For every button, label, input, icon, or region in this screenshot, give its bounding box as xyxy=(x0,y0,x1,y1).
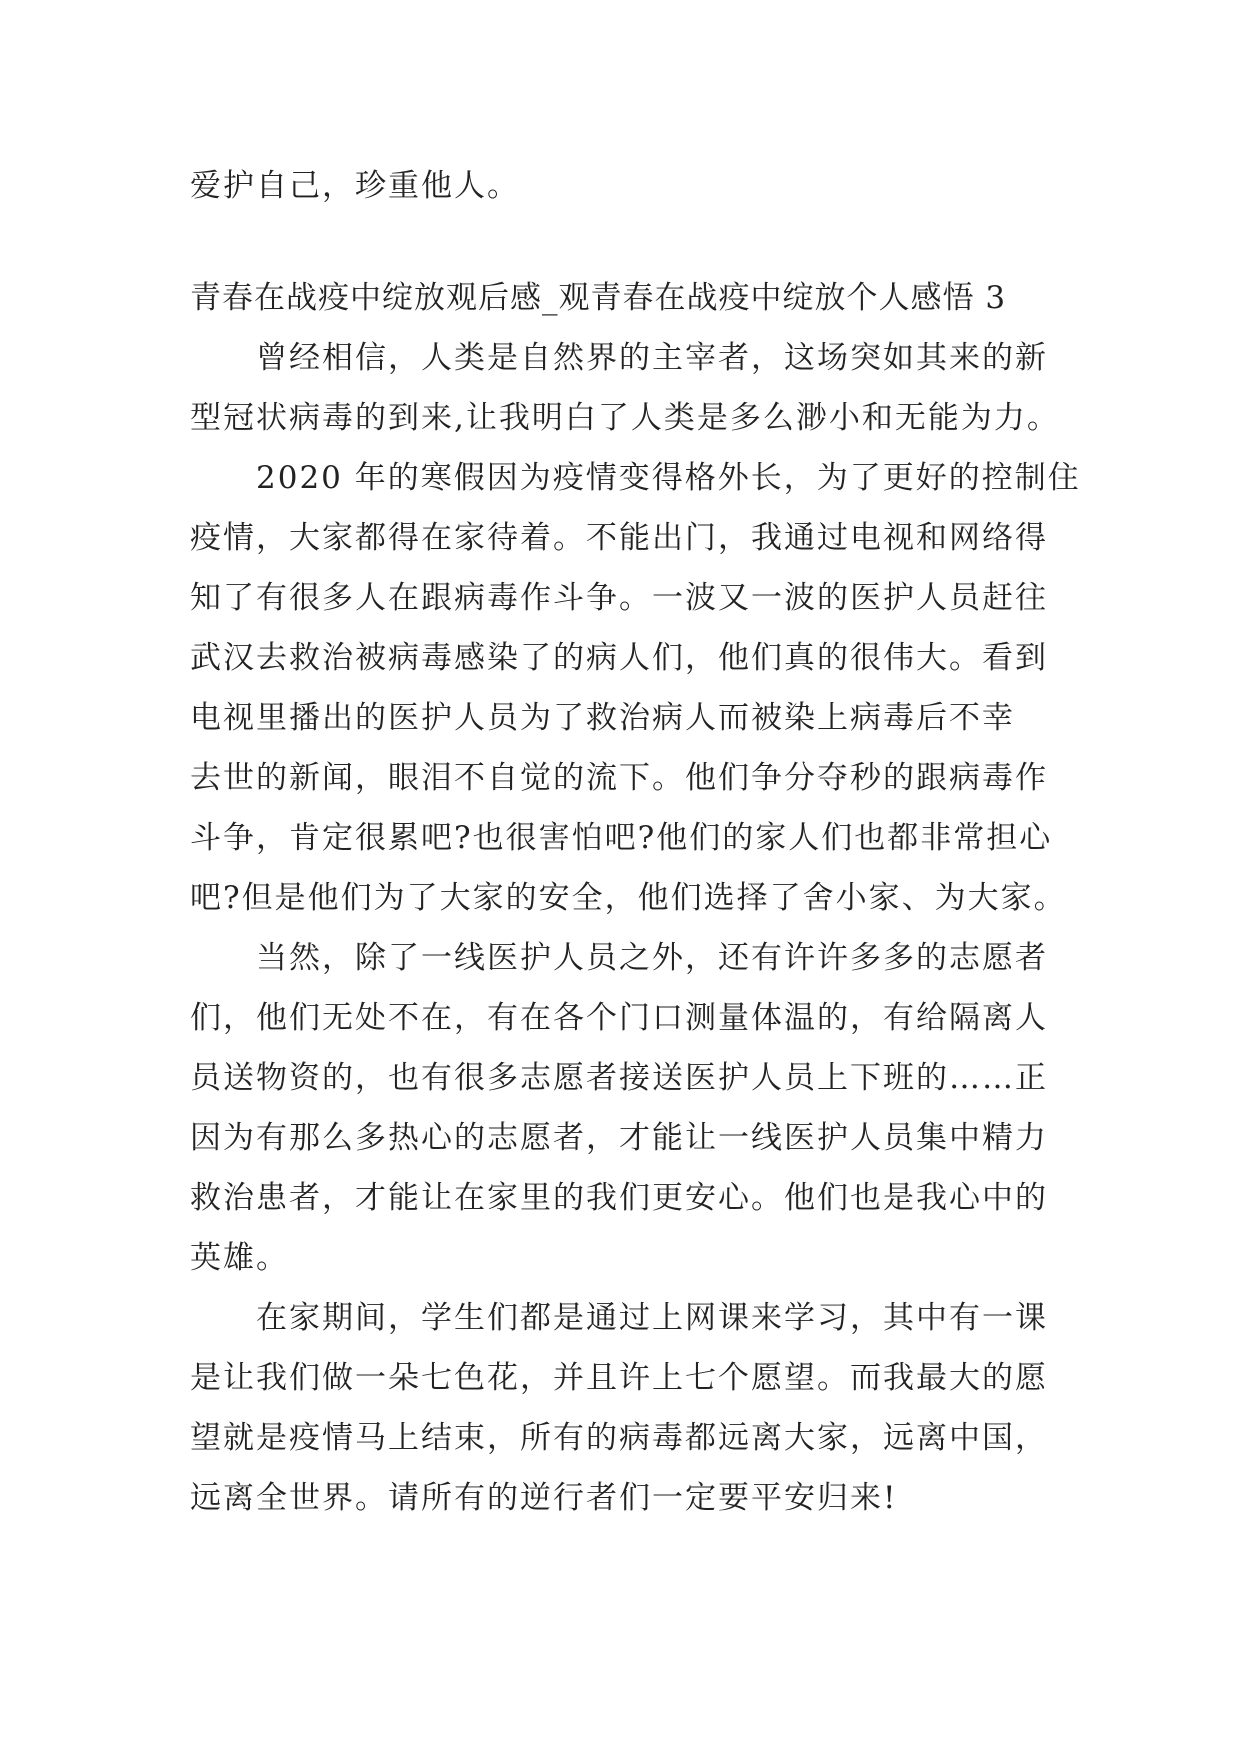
document-body xyxy=(190,156,1081,1528)
paragraph-2 xyxy=(190,448,1081,928)
paragraph-line: 斗争，肯定很累吧?也很害怕吧?他们的家人们也都非常担心 xyxy=(190,820,1053,856)
paragraph-line: 去世的新闻，眼泪不自觉的流下。他们争分夺秒的跟病毒作 xyxy=(190,760,1048,796)
paragraph-line: 远离全世界。请所有的逆行者们一定要平安归来! xyxy=(190,1480,898,1516)
paragraph-line: 英雄。 xyxy=(190,1240,289,1276)
paragraph-line: 武汉去救治被病毒感染了的病人们，他们真的很伟大。看到 xyxy=(190,640,1048,676)
paragraph-line: 员送物资的，也有很多志愿者接送医护人员上下班的……正 xyxy=(190,1060,1048,1096)
paragraph-line: 吧?但是他们为了大家的安全，他们选择了舍小家、为大家。 xyxy=(190,880,1067,916)
paragraph-line: 疫情，大家都得在家待着。不能出门，我通过电视和网络得 xyxy=(190,520,1048,556)
paragraph-line: 曾经相信，人类是自然界的主宰者，这场突如其来的新 xyxy=(256,340,1048,376)
paragraph-line: 望就是疫情马上结束，所有的病毒都远离大家，远离中国， xyxy=(190,1420,1048,1456)
paragraph-line: 救治患者，才能让在家里的我们更安心。他们也是我心中的 xyxy=(190,1180,1048,1216)
paragraph-line: 知了有很多人在跟病毒作斗争。一波又一波的医护人员赶往 xyxy=(190,580,1048,616)
paragraph-1 xyxy=(190,328,1070,448)
section-title: 青春在战疫中绽放观后感_观青春在战疫中绽放个人感悟 3 xyxy=(190,280,1007,316)
paragraph-line: 因为有那么多热心的志愿者，才能让一线医护人员集中精力 xyxy=(190,1120,1048,1156)
paragraph-line: 电视里播出的医护人员为了救治病人而被染上病毒后不幸 xyxy=(190,700,1015,736)
paragraph-line: 型冠状病毒的到来,让我明白了人类是多么渺小和无能为力。 xyxy=(190,400,1060,436)
paragraph-line: 们，他们无处不在，有在各个门口测量体温的，有给隔离人 xyxy=(190,1000,1048,1036)
paragraph-3 xyxy=(190,928,1070,1288)
paragraph-4 xyxy=(190,1288,1070,1528)
paragraph-line: 是让我们做一朵七色花，并且许上七个愿望。而我最大的愿 xyxy=(190,1360,1048,1396)
paragraph-line: 当然，除了一线医护人员之外，还有许许多多的志愿者 xyxy=(256,940,1048,976)
opening-line: 爱护自己，珍重他人。 xyxy=(190,168,520,204)
paragraph-line: 2020 年的寒假因为疫情变得格外长，为了更好的控制住 xyxy=(256,460,1081,496)
paragraph-gap xyxy=(190,216,1070,268)
paragraph-line: 在家期间，学生们都是通过上网课来学习，其中有一课 xyxy=(256,1300,1048,1336)
